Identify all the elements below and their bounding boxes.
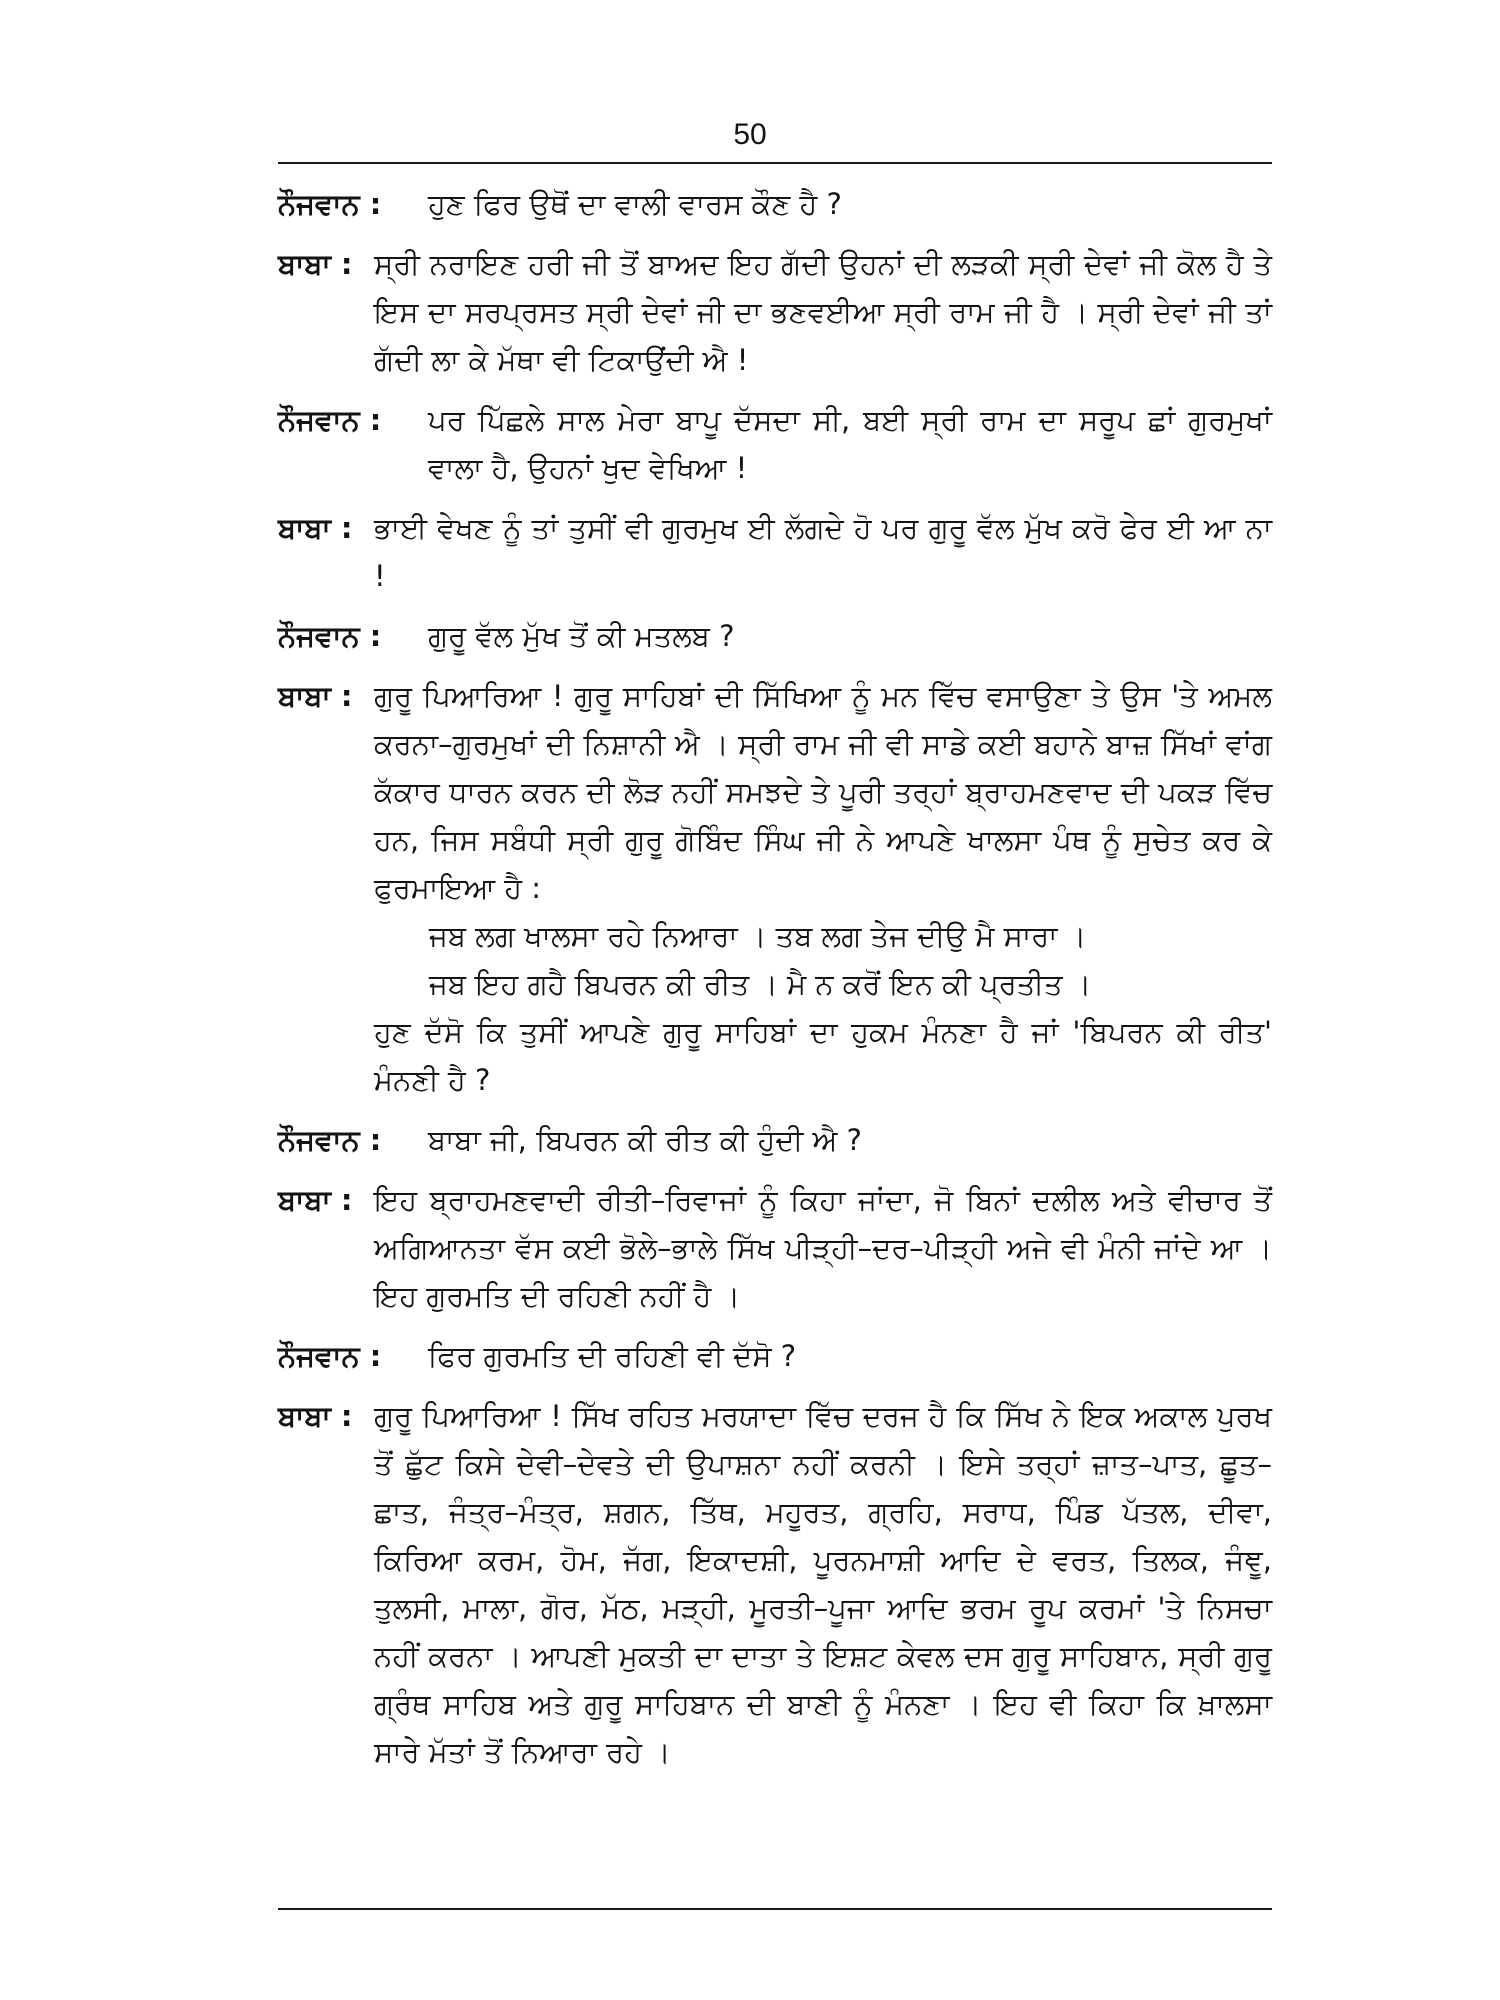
speaker-label: ਨੌਜਵਾਨ : [278, 1339, 382, 1373]
dialogue-text: ਗੁਰੂ ਪਿਆਰਿਆ ! ਸਿੱਖ ਰਹਿਤ ਮਰਯਾਦਾ ਵਿੱਚ ਦਰਜ ਹੈ ਕਿ ਸਿੱਖ ਨੇ ਇਕ ਅਕਾਲ ਪੁਰਖ ਤੋਂ ਛੁੱਟ ਕਿਸੇ ਦੇਵੀ–ਦੇਵਤੇ ਦੀ ਉਪਾਸ਼ਨਾ ਨਹੀਂ ਕਰਨੀ । ਇਸੇ ਤਰ੍ਹਾਂ ਜ਼ਾਤ–ਪਾਤ, ਛੂਤ–ਛਾਤ, ਜੰਤ੍ਰ–ਮੰਤ੍ਰ, ਸ਼ਗਨ, ਤਿੱਥ, ਮਹੂਰਤ, ਗ੍ਰਹਿ, ਸਰਾਧ, ਪਿੰਡ ਪੱਤਲ, ਦੀਵਾ, ਕਿਰਿਆ ਕਰਮ, ਹੋਮ, ਜੱਗ, ਇਕਾਦਸ਼ੀ, ਪੂਰਨਮਾਸ਼ੀ ਆਦਿ ਦੇ ਵਰਤ, ਤਿਲਕ, ਜੰਞੂ, ਤੁਲਸੀ, ਮਾਲਾ, ਗੋਰ, ਮੱਠ, ਮੜ੍ਹੀ, ਮੂਰਤੀ–ਪੂਜਾ ਆਦਿ ਭਰਮ ਰੂਪ ਕਰਮਾਂ 'ਤੇ ਨਿਸਚਾ ਨਹੀਂ ਕਰਨਾ । ਆਪਣੀ ਮੁਕਤੀ ਦਾ ਦਾਤਾ ਤੇ ਇਸ਼ਟ ਕੇਵਲ ਦਸ ਗੁਰੂ ਸਾਹਿਬਾਨ, ਸ੍ਰੀ ਗੁਰੂ ਗ੍ਰੰਥ ਸਾਹਿਬ ਅਤੇ ਗੁਰੂ ਸਾਹਿਬਾਨ ਦੀ ਬਾਣੀ ਨੂੰ ਮੰਨਣਾ । ਇਹ ਵੀ ਕਿਹਾ ਕਿ ਖ਼ਾਲਸਾ ਸਾਰੇ ਮੱਤਾਂ ਤੋਂ ਨਿਆਰਾ ਰਹੇ । [374, 1399, 1272, 1769]
dialogue-text: ਗੁਰੂ ਪਿਆਰਿਆ ! ਗੁਰੂ ਸਾਹਿਬਾਂ ਦੀ ਸਿੱਖਿਆ ਨੂੰ ਮਨ ਵਿੱਚ ਵਸਾਉਣਾ ਤੇ ਉਸ 'ਤੇ ਅਮਲ ਕਰਨਾ–ਗੁਰਮੁਖਾਂ ਦੀ ਨਿਸ਼ਾਨੀ ਐ । ਸ੍ਰੀ ਰਾਮ ਜੀ ਵੀ ਸਾਡੇ ਕਈ ਬਹਾਨੇ ਬਾਜ਼ ਸਿੱਖਾਂ ਵਾਂਗ ਕੱਕਾਰ ਧਾਰਨ ਕਰਨ ਦੀ ਲੋੜ ਨਹੀਂ ਸਮਝਦੇ ਤੇ ਪੂਰੀ ਤਰ੍ਹਾਂ ਬ੍ਰਾਹਮਣਵਾਦ ਦੀ ਪਕੜ ਵਿੱਚ ਹਨ, ਜਿਸ ਸਬੰਧੀ ਸ੍ਰੀ ਗੁਰੂ ਗੋਬਿੰਦ ਸਿੰਘ ਜੀ ਨੇ ਆਪਣੇ ਖਾਲਸਾ ਪੰਥ ਨੂੰ ਸੁਚੇਤ ਕਰ ਕੇ ਫੁਰਮਾਇਆ ਹੈ : [374, 679, 1272, 905]
dialogue-text: ਬਾਬਾ ਜੀ, ਬਿਪਰਨ ਕੀ ਰੀਤ ਕੀ ਹੁੰਦੀ ਐ ? [428, 1123, 862, 1157]
dialogue-entry [278, 1176, 1272, 1320]
scripture-verse: ਜਬ ਲਗ ਖਾਲਸਾ ਰਹੇ ਨਿਆਰਾ । ਤਬ ਲਗ ਤੇਜ ਦੀਉ ਮੈ ਸਾਰਾ । [429, 919, 1087, 953]
dialogue-entry [278, 396, 1272, 492]
page-number: 50 [733, 118, 767, 151]
speaker-label: ਬਾਬਾ : [278, 679, 353, 713]
dialogue-entry [278, 1392, 1272, 1776]
dialogue-text: ਭਾਈ ਵੇਖਣ ਨੂੰ ਤਾਂ ਤੁਸੀਂ ਵੀ ਗੁਰਮੁਖ ਈ ਲੱਗਦੇ ਹੋ ਪਰ ਗੁਰੂ ਵੱਲ ਮੁੱਖ ਕਰੋ ਫੇਰ ਈ ਆ ਨਾ ! [374, 511, 1272, 593]
dialogue-text: ਹੁਣ ਫਿਰ ਉਥੋਂ ਦਾ ਵਾਲੀ ਵਾਰਸ ਕੌਣ ਹੈ ? [428, 187, 842, 221]
speaker-label: ਬਾਬਾ : [278, 511, 353, 545]
speaker-label: ਨੌਜਵਾਨ : [278, 403, 382, 437]
dialogue-body [278, 180, 1272, 1776]
speaker-label: ਬਾਬਾ : [278, 1183, 353, 1217]
dialogue-entry [278, 240, 1272, 384]
dialogue-text: ਇਹ ਬ੍ਰਾਹਮਣਵਾਦੀ ਰੀਤੀ–ਰਿਵਾਜਾਂ ਨੂੰ ਕਿਹਾ ਜਾਂਦਾ, ਜੋ ਬਿਨਾਂ ਦਲੀਲ ਅਤੇ ਵੀਚਾਰ ਤੋਂ ਅਗਿਆਨਤਾ ਵੱਸ ਕਈ ਭੋਲੇ–ਭਾਲੇ ਸਿੱਖ ਪੀੜ੍ਹੀ–ਦਰ–ਪੀੜ੍ਹੀ ਅਜੇ ਵੀ ਮੰਨੀ ਜਾਂਦੇ ਆ । ਇਹ ਗੁਰਮਤਿ ਦੀ ਰਹਿਣੀ ਨਹੀਂ ਹੈ । [374, 1183, 1272, 1313]
header-rule [278, 162, 1272, 164]
speaker-label: ਬਾਬਾ : [278, 1399, 353, 1433]
speaker-label: ਨੌਜਵਾਨ : [278, 1123, 382, 1157]
dialogue-text-continued: ਹੁਣ ਦੱਸੋ ਕਿ ਤੁਸੀਂ ਆਪਣੇ ਗੁਰੂ ਸਾਹਿਬਾਂ ਦਾ ਹੁਕਮ ਮੰਨਣਾ ਹੈ ਜਾਂ 'ਬਿਪਰਨ ਕੀ ਰੀਤ' ਮੰਨਣੀ ਹੈ ? [374, 1015, 1272, 1097]
speaker-label: ਨੌਜਵਾਨ : [278, 619, 382, 653]
dialogue-text: ਫਿਰ ਗੁਰਮਤਿ ਦੀ ਰਹਿਣੀ ਵੀ ਦੱਸੋ ? [428, 1339, 797, 1373]
speaker-label: ਬਾਬਾ : [278, 247, 353, 281]
dialogue-entry [278, 612, 1272, 660]
dialogue-entry [278, 672, 1272, 1104]
dialogue-entry [278, 1332, 1272, 1380]
dialogue-text: ਪਰ ਪਿੱਛਲੇ ਸਾਲ ਮੇਰਾ ਬਾਪੂ ਦੱਸਦਾ ਸੀ, ਬਈ ਸ੍ਰੀ ਰਾਮ ਦਾ ਸਰੂਪ ਛਾਂ ਗੁਰਮੁਖਾਂ ਵਾਲਾ ਹੈ, ਉਹਨਾਂ ਖੁਦ ਵੇਖਿਆ ! [428, 403, 1272, 485]
dialogue-entry [278, 180, 1272, 228]
dialogue-text: ਗੁਰੂ ਵੱਲ ਮੁੱਖ ਤੋਂ ਕੀ ਮਤਲਬ ? [428, 619, 735, 653]
scripture-verse: ਜਬ ਇਹ ਗਹੈ ਬਿਪਰਨ ਕੀ ਰੀਤ । ਮੈ ਨ ਕਰੋਂ ਇਨ ਕੀ ਪ੍ਰਤੀਤ । [429, 967, 1092, 1001]
dialogue-entry [278, 504, 1272, 600]
speaker-label: ਨੌਜਵਾਨ : [278, 187, 382, 221]
dialogue-entry [278, 1116, 1272, 1164]
dialogue-text: ਸ੍ਰੀ ਨਰਾਇਣ ਹਰੀ ਜੀ ਤੋਂ ਬਾਅਦ ਇਹ ਗੱਦੀ ਉਹਨਾਂ ਦੀ ਲੜਕੀ ਸ੍ਰੀ ਦੇਵਾਂ ਜੀ ਕੋਲ ਹੈ ਤੇ ਇਸ ਦਾ ਸਰਪ੍ਰਸਤ ਸ੍ਰੀ ਦੇਵਾਂ ਜੀ ਦਾ ਭਣਵਈਆ ਸ੍ਰੀ ਰਾਮ ਜੀ ਹੈ । ਸ੍ਰੀ ਦੇਵਾਂ ਜੀ ਤਾਂ ਗੱਦੀ ਲਾ ਕੇ ਮੱਥਾ ਵੀ ਟਿਕਾਉਂਦੀ ਐ ! [374, 247, 1272, 377]
footer-rule [278, 1908, 1272, 1910]
